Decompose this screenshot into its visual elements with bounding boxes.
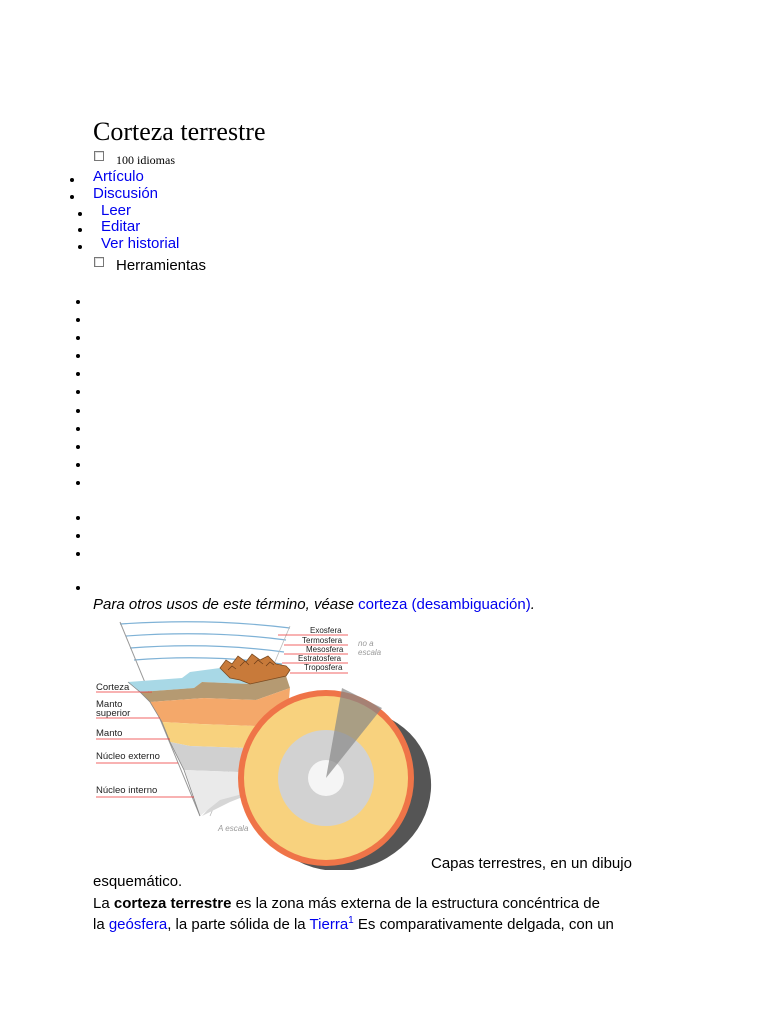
svg-text:superior: superior [96,708,131,719]
action-editar[interactable]: Editar [101,218,141,235]
bold-term: corteza terrestre [113,895,232,912]
svg-text:A escala: A escala [218,824,249,833]
languages-checkbox[interactable] [94,151,104,161]
bullet [76,481,80,485]
bullet [78,212,82,216]
hatnote: Para otros usos de este término, véase corteza (desambiguación). [93,596,535,613]
tools-label[interactable]: Herramientas [116,257,207,274]
article-paragraph: La corteza terrestre es la zona más externa de la estructura concéntrica de la geósfera, la parte sólida de la Tierra$^1$ Es comparativamente delgada, con un [93,895,614,933]
svg-text:escala: escala [358,648,382,657]
action-ver-historial[interactable]: Ver historial [101,235,180,252]
tab-articulo[interactable]: Artículo [93,168,144,185]
bullet [76,427,80,431]
bullet [76,318,80,322]
figure-caption-line1: Capas terrestres, en un dibujo [431,855,632,872]
svg-text:Manto: Manto [96,699,123,710]
bullet [76,354,80,358]
bullet [78,245,82,249]
svg-text:Estratosfera: Estratosfera [298,654,342,663]
bullet [76,586,80,590]
link-geosfera[interactable]: geósfera [108,916,168,933]
tools-checkbox[interactable] [94,257,104,267]
bullet [76,409,80,413]
bullet [76,445,80,449]
svg-text:Mesosfera: Mesosfera [306,645,344,654]
page-title: Corteza terrestre [93,117,266,146]
bullet [76,463,80,467]
bullet [76,534,80,538]
svg-text:Núcleo externo: Núcleo externo [96,751,160,762]
figure-caption-line2: esquemático. [93,873,183,890]
svg-text:Corteza: Corteza [96,682,130,693]
action-leer[interactable]: Leer [101,202,132,219]
bullet [76,390,80,394]
bullet [70,178,74,182]
svg-text:Manto: Manto [96,728,123,739]
svg-text:no a: no a [358,639,374,648]
bullet [76,516,80,520]
bullet [70,195,74,199]
bullet [76,372,80,376]
earth-layers-figure [90,618,440,870]
svg-text:Núcleo interno: Núcleo interno [96,785,158,796]
languages-label[interactable]: 100 idiomas [116,153,175,167]
svg-text:Exosfera: Exosfera [310,626,342,635]
reference-1[interactable]: 1 [348,915,354,926]
bullet [78,228,82,232]
hatnote-link[interactable]: corteza (desambiguación) [358,596,531,613]
svg-text:Troposfera: Troposfera [304,663,343,672]
bullet [76,336,80,340]
atmosphere-labels [278,626,382,673]
bullet [76,300,80,304]
bullet [76,552,80,556]
svg-text:Termosfera: Termosfera [302,636,343,645]
tab-discusion[interactable]: Discusión [93,185,159,202]
link-tierra[interactable]: Tierra [309,916,349,933]
